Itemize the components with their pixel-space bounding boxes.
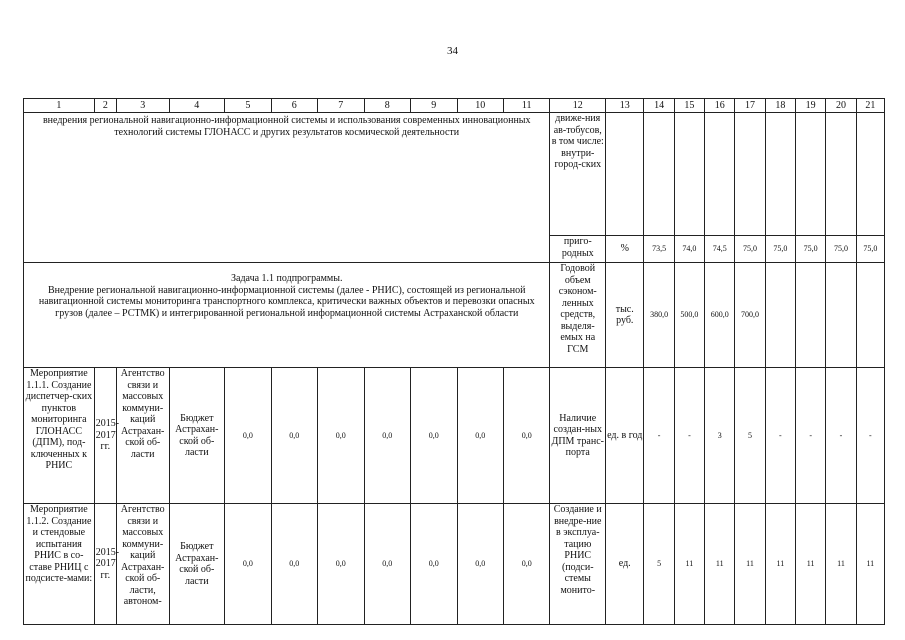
col-header: 17 <box>735 99 765 113</box>
indicator-value: 74,0 <box>674 236 704 263</box>
task-unit: тыс. руб. <box>606 263 644 368</box>
measure-source: Бюджет Астрахан-ской об-ласти <box>169 368 225 504</box>
measure-name: Мероприятие 1.1.1. Создание диспетчер-ских пунктов мониторинга ГЛОНАСС (ДПМ), под-ключенных к РНИС <box>24 368 95 504</box>
measure-indicator: Наличие создан-ных ДПМ транс-порта <box>550 368 606 504</box>
indicator-value: 74,5 <box>705 236 735 263</box>
col-header: 18 <box>765 99 795 113</box>
measure-value: 11 <box>674 504 704 625</box>
task-value: 600,0 <box>705 263 735 368</box>
funding-value: 0,0 <box>318 368 364 504</box>
indicator-name-part2: приго-родных <box>550 236 606 263</box>
col-header: 1 <box>24 99 95 113</box>
task-title: Задача 1.1 подпрограммы. <box>231 273 343 284</box>
col-header: 9 <box>411 99 457 113</box>
task-text: Внедрение региональной навигационно-информационной системы (далее - РНИС), состоящей из региональной навигационной системы мониторинга транспортного комплекса, критически важных объектов и перевозки опасных грузов (далее – РСТМК) и интегрированной региональной информационной системы Астраханской области <box>38 284 535 319</box>
measure-value: - <box>796 368 826 504</box>
measure-value: - <box>856 368 884 504</box>
measure-source: Бюджет Астрахан-ской об-ласти <box>169 504 225 625</box>
col-header: 8 <box>364 99 410 113</box>
measure-name: Мероприятие 1.1.2. Создание и стендовые испытания РНИС в со-ставе РНИЦ с подсисте-мами: <box>24 504 95 625</box>
measure-value: 3 <box>705 368 735 504</box>
col-header: 15 <box>674 99 704 113</box>
measure-value: - <box>674 368 704 504</box>
funding-value: 0,0 <box>503 504 549 625</box>
measure-value: 5 <box>735 368 765 504</box>
funding-value: 0,0 <box>364 504 410 625</box>
col-header: 11 <box>503 99 549 113</box>
col-header: 5 <box>225 99 271 113</box>
measure-executor: Агентство связи и массовых коммуни-каций Астрахан-ской об-ласти, автоном- <box>116 504 169 625</box>
goal-text-cell <box>24 113 550 263</box>
measure-executor: Агентство связи и массовых коммуни-каций Астрахан-ской об-ласти <box>116 368 169 504</box>
indicator-value: 75,0 <box>826 236 856 263</box>
task-row <box>24 263 885 368</box>
measure-row-1 <box>24 368 885 504</box>
task-value: 700,0 <box>735 263 765 368</box>
col-header: 14 <box>644 99 674 113</box>
task-indicator: Годовой объем сэконом-ленных средств, выделя-емых на ГСМ <box>550 263 606 368</box>
funding-value: 0,0 <box>271 504 317 625</box>
col-header: 20 <box>826 99 856 113</box>
funding-value: 0,0 <box>411 368 457 504</box>
funding-value: 0,0 <box>457 368 503 504</box>
measure-value: 11 <box>765 504 795 625</box>
col-header: 3 <box>116 99 169 113</box>
funding-value: 0,0 <box>503 368 549 504</box>
indicator-value: 75,0 <box>796 236 826 263</box>
task-value <box>856 263 884 368</box>
indicator-name-part1: движе-ния ав-тобусов, в том числе: внутри-город-ских <box>550 113 606 236</box>
goal-text: внедрения региональной навигационно-информационной системы и использования современных инновационных технологий системы ГЛОНАСС и других результатов космической деятельности <box>42 115 531 138</box>
measure-period: 2015-2017 гг. <box>94 368 116 504</box>
col-header: 16 <box>705 99 735 113</box>
funding-value: 0,0 <box>318 504 364 625</box>
col-header: 21 <box>856 99 884 113</box>
col-header: 4 <box>169 99 225 113</box>
indicator-unit: % <box>606 236 644 263</box>
task-cell <box>24 263 550 368</box>
measure-value: - <box>644 368 674 504</box>
measure-value: 11 <box>735 504 765 625</box>
funding-value: 0,0 <box>457 504 503 625</box>
measure-indicator: Создание и внедре-ние в эксплуа-тацию РНИС (подси-стемы монито- <box>550 504 606 625</box>
indicator-value: 75,0 <box>735 236 765 263</box>
indicator-value: 75,0 <box>856 236 884 263</box>
funding-value: 0,0 <box>271 368 317 504</box>
measure-value: 11 <box>705 504 735 625</box>
measure-period: 2015-2017 гг. <box>94 504 116 625</box>
measure-value: 11 <box>826 504 856 625</box>
funding-value: 0,0 <box>225 504 271 625</box>
task-value: 380,0 <box>644 263 674 368</box>
task-value <box>826 263 856 368</box>
col-header: 10 <box>457 99 503 113</box>
measure-unit: ед. <box>606 504 644 625</box>
funding-value: 0,0 <box>411 504 457 625</box>
col-header: 7 <box>318 99 364 113</box>
col-header: 13 <box>606 99 644 113</box>
measure-value: - <box>826 368 856 504</box>
funding-value: 0,0 <box>225 368 271 504</box>
measure-unit: ед. в год <box>606 368 644 504</box>
col-header: 19 <box>796 99 826 113</box>
indicator-value: 73,5 <box>644 236 674 263</box>
col-header: 12 <box>550 99 606 113</box>
col-header: 6 <box>271 99 317 113</box>
funding-value: 0,0 <box>364 368 410 504</box>
program-table <box>23 98 885 625</box>
measure-value: 11 <box>796 504 826 625</box>
task-value: 500,0 <box>674 263 704 368</box>
goal-row <box>24 113 885 236</box>
header-row <box>24 99 885 113</box>
col-header: 2 <box>94 99 116 113</box>
task-value <box>796 263 826 368</box>
measure-value: - <box>765 368 795 504</box>
measure-row-2 <box>24 504 885 625</box>
measure-value: 11 <box>856 504 884 625</box>
page-number: 34 <box>447 45 458 57</box>
task-value <box>765 263 795 368</box>
measure-value: 5 <box>644 504 674 625</box>
indicator-value: 75,0 <box>765 236 795 263</box>
